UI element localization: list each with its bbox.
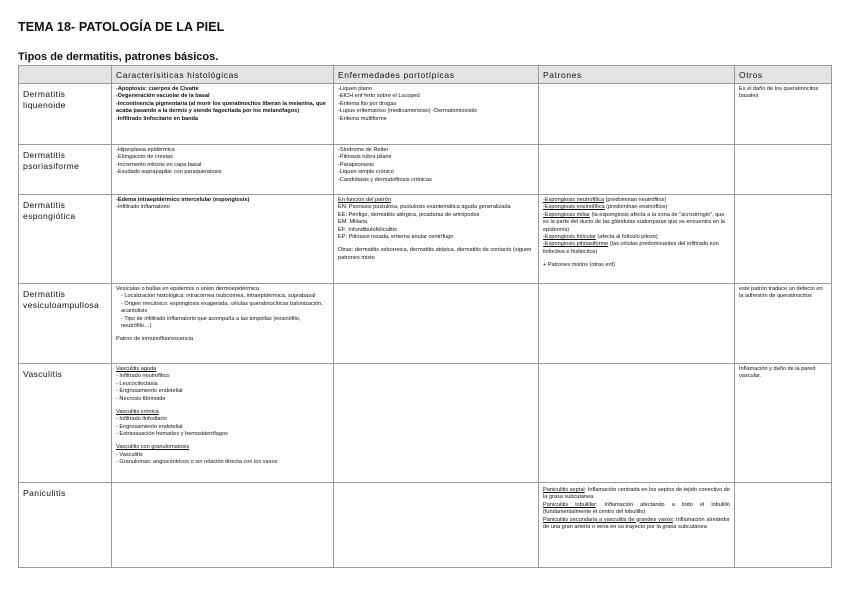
patterns-vesiculo <box>539 284 735 364</box>
histology-item: - Leucocitoclasia <box>116 381 329 388</box>
table-row-vasculitis <box>19 364 832 483</box>
row-label-vesiculo: Dermatitis vesiculoampullosa <box>19 284 112 364</box>
patterns-vasculitis <box>539 364 735 483</box>
table-row-paniculitis <box>19 483 832 568</box>
histology-vasculitis <box>112 364 334 483</box>
others-vesiculo: este patrón traduce un defecto en la adhesión de queratinocitos <box>735 284 832 364</box>
histology-item: Patron de inmunofluorescencia <box>116 336 194 343</box>
histology-item: -Incremento mitosis en capa basal <box>116 161 202 168</box>
group-title: Vasculitis crónica <box>116 408 159 415</box>
histology-vesiculo <box>112 284 334 364</box>
histology-item: - Engrosamiento endotelial <box>116 388 329 395</box>
patterns-espongiotica <box>539 195 735 284</box>
diseases-paniculitis <box>334 483 539 568</box>
table-row-espongiotica <box>19 195 832 284</box>
row-label-psoriasiforme: Dermatitis psoriasiforme <box>19 145 112 195</box>
histology-item: - Extravasación hematíes y hemosiderófagos <box>116 431 329 438</box>
disease-heading: En función del patrón <box>338 197 391 203</box>
diseases-vasculitis <box>334 364 539 483</box>
header-cell-empty <box>19 66 112 84</box>
disease-item: Otras: dermatitis seborreica, dermatitis atópica, dermatitis de contacto (siguen patrones mixto <box>338 247 532 261</box>
table-row-vesiculo <box>19 284 832 364</box>
histology-item: - Tipo de infiltrado inflamatorio que acompaña a las ampollas (eosinófilo, neutrófilo…) <box>121 316 329 331</box>
disease-item: -Parapsoriasis <box>338 161 374 168</box>
pattern-item: Paniculitis lobulillar: Inflamación afectando a todo el lobulillo (fundamentalmente el centro del lobulillo) <box>543 501 730 516</box>
histology-item: - Necrosis fibrinoide <box>116 396 329 403</box>
disease-item: -Eritema multiforme <box>338 115 387 122</box>
histology-item: - Granulomas: angiocéntricos o sin relación directa con los vasos <box>116 459 329 466</box>
histology-item: - Engrosamiento endotelial <box>116 424 329 431</box>
disease-item: -Liquen plano <box>338 86 372 92</box>
page-title: TEMA 18- PATOLOGÍA DE LA PIEL <box>18 20 225 34</box>
pattern-item: -Espongiosis miliar (la espongiosis afecta a la zona de "acrosiríngio", que es la parte del ducto de las glándulas sudoríparas que se encuentra en la epidermis) <box>543 211 725 233</box>
histology-item: -Incontinencia pigmentaria (al morir los queratinocitos liberan la melanina, que acaba pasando a la dermis y siendo fagocitada por los melanófagos) <box>116 100 326 115</box>
histology-item: - Infiltrado linfodtario <box>116 416 329 423</box>
diseases-psoriasiforme <box>334 145 539 195</box>
disease-item: -Liquen simple crónico <box>338 169 394 176</box>
table-header-row <box>19 66 832 84</box>
disease-item: -Eritema fijo por drogas <box>338 100 397 107</box>
disease-item: -Candidiasis y dermatofitosis crónicas <box>338 176 432 183</box>
others-psoriasiforme <box>735 145 832 195</box>
histology-item: - Vasculitis <box>116 452 329 459</box>
dermatitis-table <box>18 65 832 568</box>
disease-item: -Lupus eritematoso (medicamentoso) -Dermatomiosistis <box>338 108 477 115</box>
pattern-item: + Patrones mixtos (otras enf) <box>543 262 615 268</box>
pattern-item: -Espongiosis eosinofílica (predominan eosinófilos) <box>543 204 668 211</box>
histology-item: Vesículas o bullas en epidermis o unión dermoepidérmica <box>116 286 260 292</box>
histology-liquenoide <box>112 84 334 145</box>
pattern-item: -Espongiosis pitiriasiforme (las células predominantes del infiltrado son linfocitos e histiocitos) <box>543 241 719 255</box>
histology-item: -Degeneración vacuolar de la basal <box>116 93 210 100</box>
row-label-vasculitis: Vasculitis <box>19 364 112 483</box>
diseases-liquenoide <box>334 84 539 145</box>
others-espongiotica <box>735 195 832 284</box>
diseases-vesiculo <box>334 284 539 364</box>
row-label-paniculitis: Paniculitis <box>19 483 112 568</box>
histology-item: -Infiltrado linfocitario en banda <box>116 115 199 122</box>
disease-item: -Síndrome de Reiter <box>338 147 389 153</box>
disease-item: EM: Miliaria <box>338 219 368 226</box>
patterns-liquenoide <box>539 84 735 145</box>
patterns-psoriasiforme <box>539 145 735 195</box>
histology-item: - Origen mecánico: espongiosis exagerada, células queratinocíticas balonización, acantolisis <box>121 301 329 316</box>
histology-item: - Infiltrado neutrofilico <box>116 373 329 380</box>
disease-item: -Pitiriasis rubra pilaris <box>338 154 392 161</box>
others-liquenoide: Es el daño de los queratinocitos basales <box>735 84 832 145</box>
histology-item: - Localización histológica: intracórnea /subcórnea, intraepidérmica, suprabasal <box>121 293 329 300</box>
disease-item: -EICH enf ferto sobre el Lucoped <box>338 93 420 100</box>
histology-item: -Apoptosis: cuerpos de Civatte <box>116 86 199 92</box>
disease-item: EE: Pénfigo, dermatitis alérgica, picaduras de artrópodos <box>338 211 480 218</box>
others-vasculitis: Inflamación y daño de la pared vascular. <box>735 364 832 483</box>
table-row-psoriasiforme <box>19 145 832 195</box>
row-label-espongiotica: Dermatitis espongiótica <box>19 195 112 284</box>
disease-item: EN: Psoriasis pustulosa, pustulosis exantemática aguda generalizada <box>338 204 511 211</box>
row-label-liquenoide: Dermatitis liquenoide <box>19 84 112 145</box>
header-diseases: Enfermedades portotípicas <box>334 66 539 84</box>
histology-espongiotica <box>112 195 334 284</box>
histology-item: -Edema intraepidérmico intercelular (espongiosis) <box>116 197 250 203</box>
group-title: Vasculitis aguda <box>116 366 157 372</box>
disease-item: EF: Infundibulofoliculitis <box>338 226 397 233</box>
histology-psoriasiforme <box>112 145 334 195</box>
header-histology: Caracterísiticas histológicas <box>112 66 334 84</box>
header-others: Otros <box>735 66 832 84</box>
others-paniculitis <box>735 483 832 568</box>
group-title: Vasculitis con granulomatosis <box>116 444 190 451</box>
histology-item: -Exudado suprapapilar con paraqueratosis <box>116 169 222 176</box>
histology-item: -Elongación de crestas <box>116 154 173 161</box>
patterns-paniculitis <box>539 483 735 568</box>
pattern-item: Paniculitis septal: Inflamación centrada en los septos de tejido conectivo de la grasa subcutánea <box>543 487 731 501</box>
disease-item: EP: Pitiriasis rosada, eritema anular centrífugo <box>338 233 454 240</box>
histology-item: -Hiperplasia epidérmica <box>116 147 175 153</box>
histology-item: -Infiltrado inflamatorio <box>116 204 170 211</box>
pattern-item: -Espongiosis folicular (afecta al folículo piloso) <box>543 233 658 240</box>
header-patterns: Patrones <box>539 66 735 84</box>
table-caption: Tipos de dermatitis, patrones básicos. <box>18 51 219 63</box>
diseases-espongiotica <box>334 195 539 284</box>
table-row-liquenoide <box>19 84 832 145</box>
pattern-item: -Espongiosis neutrofílica (predominan neutrófilos) <box>543 197 667 203</box>
histology-paniculitis <box>112 483 334 568</box>
pattern-item: Paniculitis secundaria a vasculitis de grandes vasos: Inflamación alrededor de una gran arteria o vena en su trayecto por la grasa subcutánea <box>543 516 730 530</box>
